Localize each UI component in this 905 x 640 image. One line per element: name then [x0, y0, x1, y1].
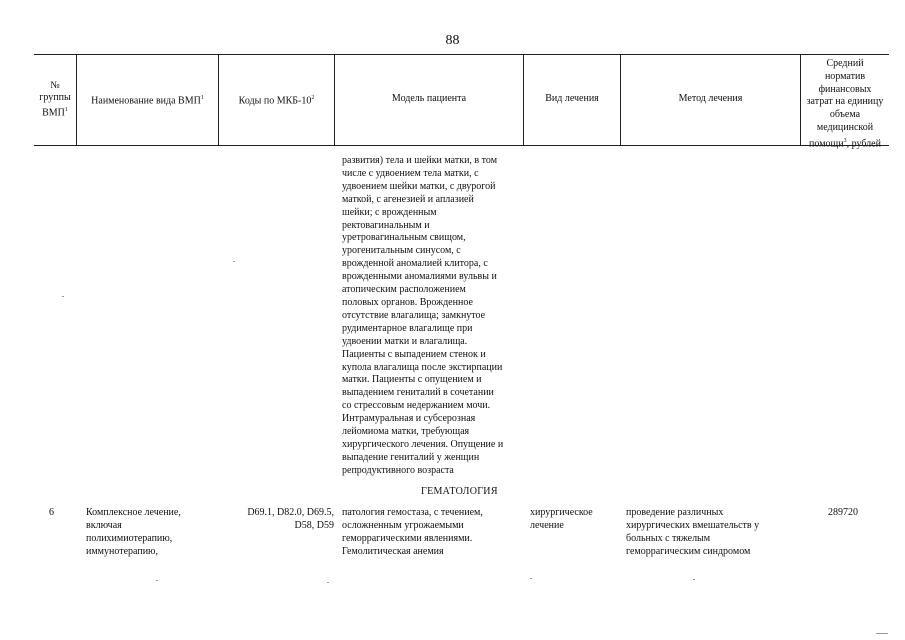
- footnote-mark: 1: [64, 107, 68, 113]
- scan-speck: [327, 582, 329, 583]
- section-title-hematology: ГЕМАТОЛОГИЯ: [421, 486, 498, 497]
- row6-name-line: полихимиотерапию,: [86, 532, 173, 544]
- continuation-line: лейомиома матки, требующая: [342, 426, 470, 438]
- row6-vmp-name: [86, 507, 216, 559]
- row6-model-line: патология гемостаза, с течением,: [342, 507, 483, 518]
- continuation-line: рудиментарное влагалище при: [342, 322, 473, 334]
- header-average-cost: [801, 58, 889, 151]
- scan-speck: [156, 580, 158, 581]
- continuation-line: выпадение гениталий у женщин: [342, 451, 480, 463]
- header-group-text: ВМП: [42, 107, 65, 119]
- header-treatment-method: Метод лечения: [678, 93, 743, 104]
- continuation-line: репродуктивного возраста: [342, 464, 454, 476]
- scan-speck: [693, 579, 695, 580]
- header-treatment-type: Вид лечения: [545, 93, 599, 104]
- header-cost-text-b: , рублей: [846, 138, 881, 150]
- scan-speck: [233, 261, 235, 262]
- row6-name-line: Комплексное лечение,: [86, 507, 181, 518]
- continuation-line: врожденной аномалией клитора, с: [342, 258, 488, 270]
- row6-average-cost: 289720: [828, 507, 858, 518]
- header-cost-text-a: помощи: [809, 138, 844, 150]
- header-cost-line-7: [801, 135, 889, 151]
- continuation-line: половых органов. Врожденное: [342, 296, 473, 308]
- continuation-line: врожденными аномалиями вульвы и: [342, 271, 497, 283]
- continuation-line: уретровагинальным свищом,: [342, 232, 466, 244]
- continuation-line: Пациенты с выпадением стенок и: [342, 348, 486, 360]
- header-cost-line-6: медицинской: [816, 121, 874, 133]
- header-vmp-name: [77, 92, 218, 107]
- continuation-line: шейки; с врожденным: [342, 206, 437, 218]
- continuation-line: Интрамуральная и субсерозная: [342, 413, 476, 425]
- row6-icd-codes: [222, 507, 334, 533]
- table-header-bottom-rule: [34, 145, 889, 146]
- row6-method-line: геморрагическим синдромом: [626, 545, 751, 557]
- header-cost-line-4: затрат на единицу: [806, 96, 884, 108]
- header-cost-line-5: объема: [829, 109, 861, 121]
- header-cost-line-1: Средний: [826, 58, 864, 69]
- row6-treatment-method: [626, 507, 801, 559]
- continuation-line: развития) тела и шейки матки, в том: [342, 155, 498, 166]
- header-icd-codes: [219, 92, 334, 107]
- scan-speck: [62, 296, 64, 297]
- row6-method-line: проведение различных: [626, 507, 724, 518]
- row6-type-line: хирургическое: [530, 507, 593, 518]
- continuation-line: отсутствие влагалища; замкнутое: [342, 309, 486, 321]
- row6-number: 6: [49, 507, 54, 518]
- header-group-line-1: №: [50, 80, 60, 91]
- footnote-mark: 3: [843, 137, 847, 144]
- table-top-rule: [34, 54, 889, 55]
- row6-model-line: осложненным угрожаемыми: [342, 519, 464, 531]
- continuation-line: числе с удвоением тела матки, с: [342, 167, 479, 179]
- header-cost-line-3: финансовых: [818, 83, 872, 95]
- header-group-line-2: группы: [39, 92, 71, 103]
- row6-name-line: включая: [86, 519, 122, 531]
- continuation-line: выпадением гениталий в сочетании: [342, 387, 494, 399]
- continuation-line: ректовагинальным и: [342, 219, 430, 231]
- row6-method-line: хирургических вмешательств у: [626, 519, 760, 531]
- footnote-mark: 2: [311, 95, 315, 101]
- row6-type-line: лечение: [530, 519, 564, 531]
- row6-model-line: геморрагическими явлениями.: [342, 532, 473, 544]
- continuation-line: матки. Пациенты с опущением и: [342, 374, 482, 386]
- header-vmp-name-text: Наименование вида ВМП: [91, 95, 201, 107]
- scan-speck: [876, 633, 888, 634]
- continuation-line: атопическим расположением: [342, 284, 466, 296]
- row6-name-line: иммунотерапию,: [86, 545, 159, 557]
- continuation-line: урогенитальным синусом, с: [342, 245, 461, 257]
- scan-speck: [530, 578, 532, 579]
- row6-patient-model: [342, 507, 524, 559]
- continuation-line: удвоением шейки матки, с двурогой: [342, 180, 496, 192]
- header-patient-model: Модель пациента: [391, 93, 467, 104]
- row6-codes-line: D58, D59: [294, 519, 334, 531]
- header-cost-line-2: норматив: [824, 70, 866, 82]
- footnote-mark: 1: [200, 95, 204, 101]
- continuation-line: удвоении матки и влагалища.: [342, 335, 468, 347]
- continuation-line: хирургического лечения. Опущение и: [342, 438, 504, 450]
- row6-model-line: Гемолитическая анемия: [342, 545, 444, 557]
- header-icd-codes-text: Коды по МКБ-10: [238, 95, 312, 107]
- header-group-number: [34, 80, 76, 119]
- page-number: 88: [445, 33, 460, 48]
- continuation-line: со стрессовым недержанием мочи.: [342, 400, 491, 412]
- row6-codes-line: D69.1, D82.0, D69.5,: [247, 507, 334, 518]
- row6-treatment-type: [530, 507, 620, 533]
- patient-model-continuation: [342, 155, 527, 478]
- header-group-line-3: [34, 104, 76, 119]
- row6-method-line: больных с тяжелым: [626, 532, 711, 544]
- continuation-line: маткой, с агенезией и аплазией: [342, 193, 474, 205]
- continuation-line: купола влагалища после экстирпации: [342, 361, 503, 373]
